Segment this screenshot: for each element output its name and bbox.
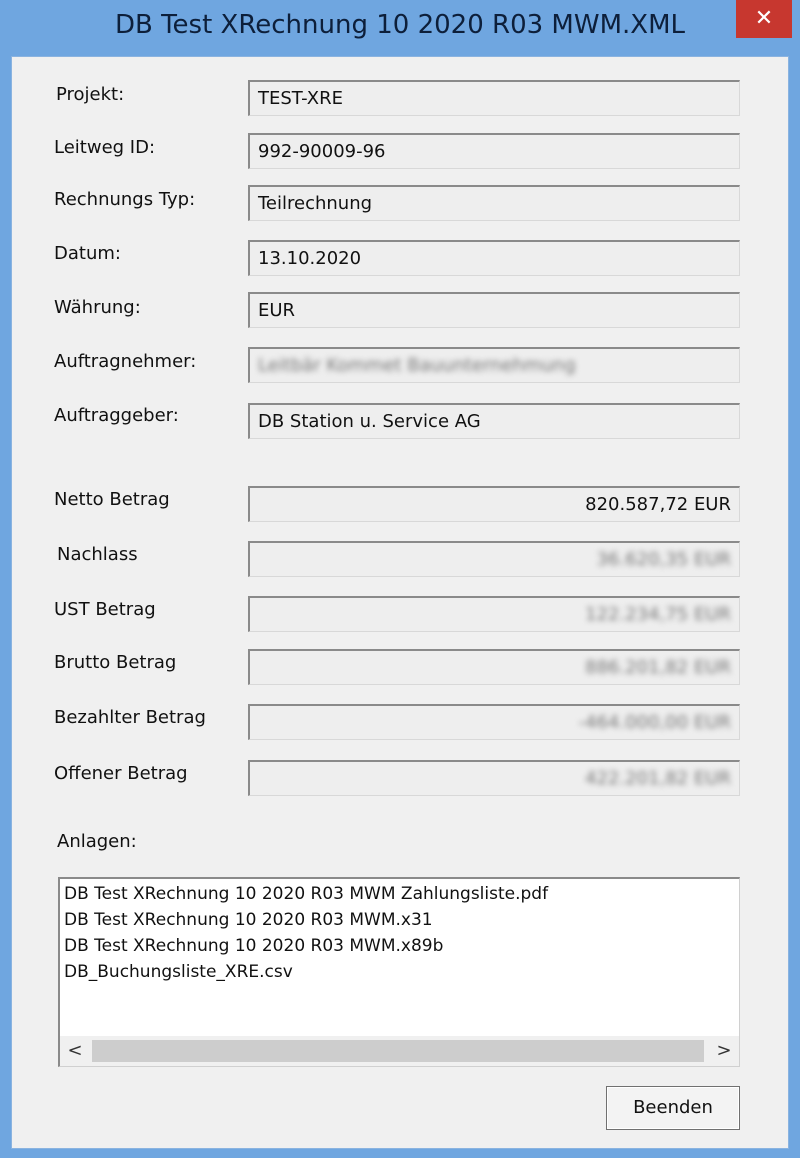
scroll-thumb[interactable] <box>92 1040 704 1062</box>
nachlass-value: 36.620,35 EUR <box>596 549 731 570</box>
title-bar <box>0 0 800 56</box>
rechnungs-typ-label: Rechnungs Typ: <box>54 189 196 210</box>
offener-betrag-value: 422.201,82 EUR <box>585 768 731 789</box>
auftraggeber-field[interactable]: DB Station u. Service AG <box>248 403 740 439</box>
auftragnehmer-value: Leitbär Kommet Bauunternehmung <box>258 355 576 376</box>
leitweg-id-label: Leitweg ID: <box>54 137 156 158</box>
nachlass-label: Nachlass <box>57 544 138 565</box>
bezahlter-betrag-label: Bezahlter Betrag <box>54 707 206 728</box>
bezahlter-betrag-field[interactable] <box>248 704 740 740</box>
offener-betrag-field[interactable] <box>248 760 740 796</box>
waehrung-label: Währung: <box>54 297 141 318</box>
window-title: DB Test XRechnung 10 2020 R03 MWM.XML <box>114 10 686 40</box>
list-item[interactable]: DB_Buchungsliste_XRE.csv <box>64 962 293 982</box>
auftraggeber-label: Auftraggeber: <box>54 405 179 426</box>
close-icon[interactable]: ✕ <box>736 0 792 38</box>
netto-betrag-field[interactable]: 820.587,72 EUR <box>248 486 740 522</box>
waehrung-field[interactable]: EUR <box>248 292 740 328</box>
ust-betrag-label: UST Betrag <box>54 599 156 620</box>
brutto-betrag-value: 886.201,82 EUR <box>585 657 731 678</box>
datum-label: Datum: <box>54 243 121 264</box>
list-item[interactable]: DB Test XRechnung 10 2020 R03 MWM.x31 <box>64 910 433 930</box>
projekt-field[interactable]: TEST-XRE <box>248 80 740 116</box>
anlagen-label: Anlagen: <box>57 831 137 852</box>
rechnungs-typ-field[interactable]: Teilrechnung <box>248 185 740 221</box>
beenden-button[interactable]: Beenden <box>606 1086 740 1130</box>
datum-field[interactable]: 13.10.2020 <box>248 240 740 276</box>
leitweg-id-field[interactable]: 992-90009-96 <box>248 133 740 169</box>
list-item[interactable]: DB Test XRechnung 10 2020 R03 MWM Zahlungsliste.pdf <box>64 884 549 904</box>
horizontal-scrollbar[interactable] <box>60 1036 739 1066</box>
scroll-left-icon[interactable]: < <box>67 1040 83 1061</box>
auftragnehmer-label: Auftragnehmer: <box>54 351 197 372</box>
scroll-right-icon[interactable]: > <box>716 1040 732 1061</box>
brutto-betrag-label: Brutto Betrag <box>54 652 177 673</box>
brutto-betrag-field[interactable] <box>248 649 740 685</box>
bezahlter-betrag-value: -464.000,00 EUR <box>578 712 731 733</box>
projekt-label: Projekt: <box>56 84 125 105</box>
auftragnehmer-field[interactable] <box>248 347 740 383</box>
ust-betrag-value: 122.234,75 EUR <box>585 604 731 625</box>
netto-betrag-label: Netto Betrag <box>54 489 170 510</box>
ust-betrag-field[interactable] <box>248 596 740 632</box>
list-item[interactable]: DB Test XRechnung 10 2020 R03 MWM.x89b <box>64 936 444 956</box>
dialog-client-area <box>11 56 789 1149</box>
nachlass-field[interactable] <box>248 541 740 577</box>
attachments-listbox[interactable] <box>58 877 740 1067</box>
offener-betrag-label: Offener Betrag <box>54 763 188 784</box>
